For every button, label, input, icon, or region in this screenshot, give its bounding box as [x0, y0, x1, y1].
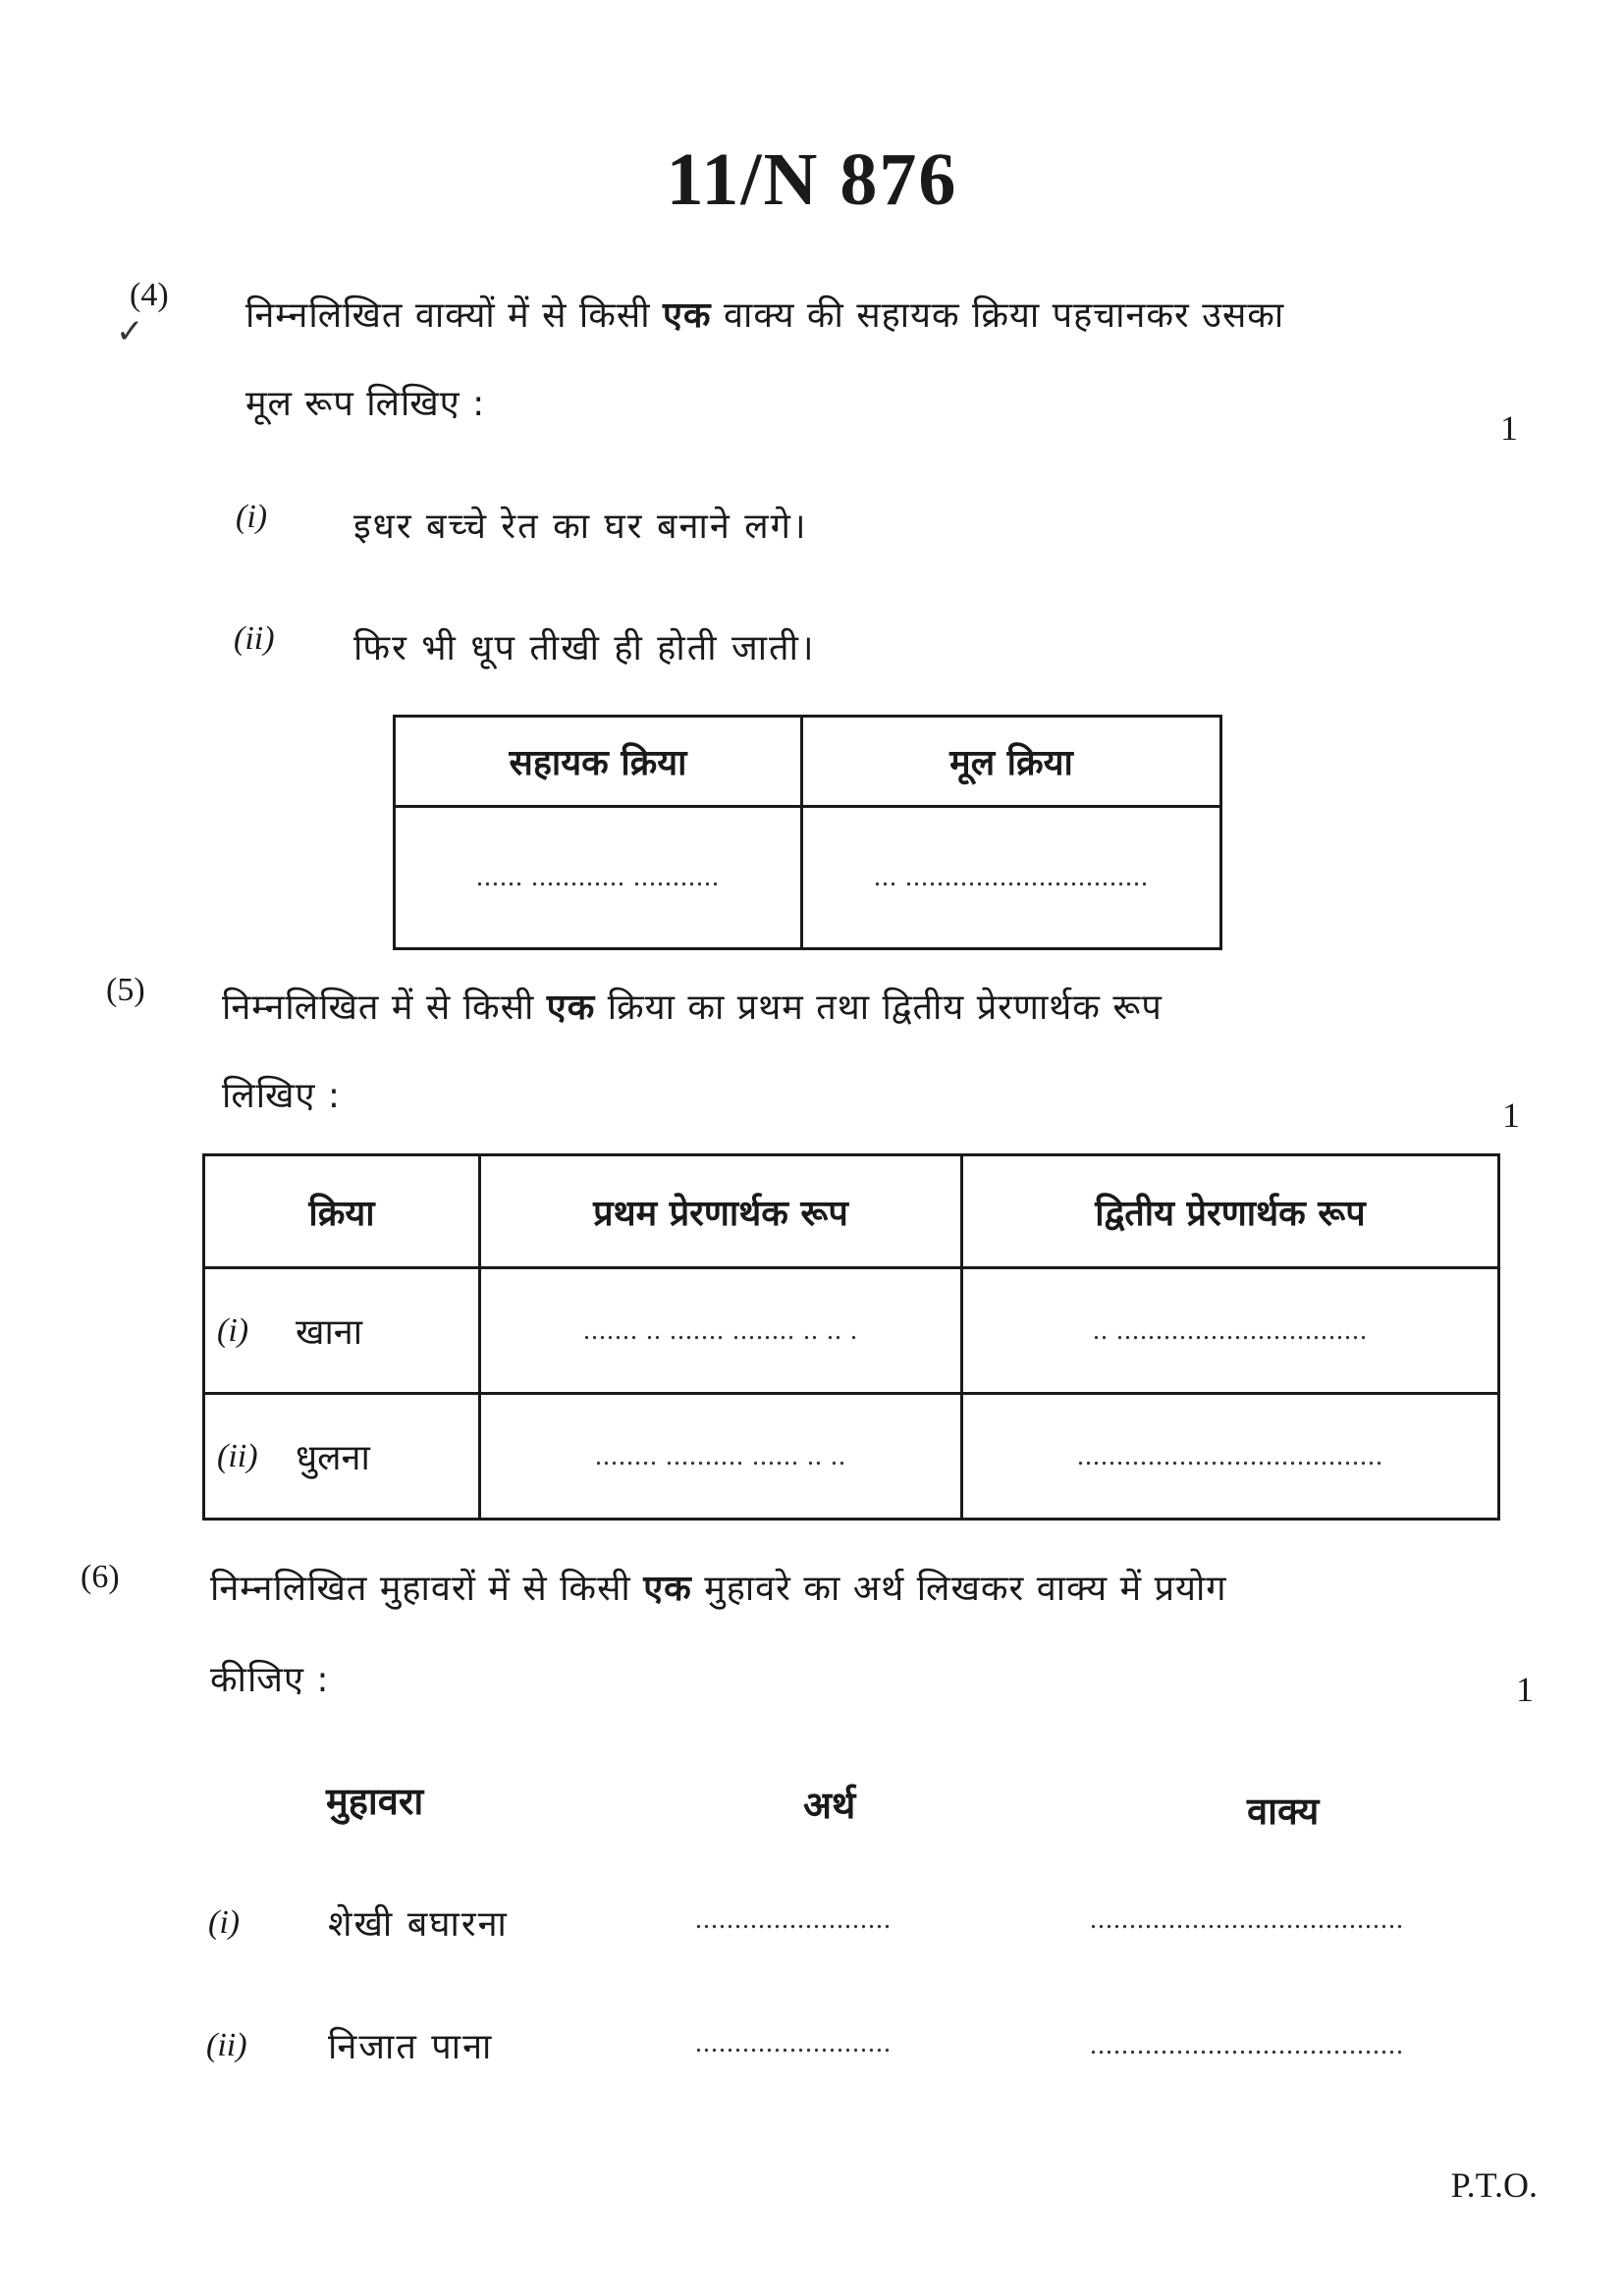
question-5-text-line2: लिखिए :	[222, 1076, 341, 1116]
q5-row-1-first: ....... .. ....... ........ .. .. .	[480, 1268, 962, 1394]
q4-item-2-sentence: फिर भी धूप तीखी ही होती जाती।	[353, 628, 816, 668]
q4-answer-table	[393, 715, 1222, 950]
q4-header-main-verb: मूल क्रिया	[802, 717, 1221, 807]
q6-row-1-idiom: शेखी बघारना	[328, 1904, 509, 1945]
q5-row-2-second: .......................................	[962, 1394, 1499, 1520]
paper-code: 11/N 876	[666, 138, 958, 221]
q4-header-auxiliary-verb: सहायक क्रिया	[395, 717, 802, 807]
q4-item-1-sentence: इधर बच्चे रेत का घर बनाने लगे।	[353, 507, 808, 547]
q5-row-1-verb: (i) खाना	[204, 1268, 480, 1394]
question-4-text-line2: मूल रूप लिखिए :	[245, 384, 486, 424]
question-5-number: (5)	[106, 972, 145, 1008]
question-6-marks: 1	[1516, 1670, 1534, 1709]
q5-row-2-first: ........ .......... ...... .. ..	[480, 1394, 962, 1520]
q6-row-2-idiom: निजात पाना	[328, 2027, 494, 2067]
q6-header-sentence: वाक्य	[1247, 1789, 1320, 1833]
q6-row-1-sentence-blank: ........................................	[1090, 1904, 1404, 1935]
q6-row-2-number: (ii)	[206, 2027, 247, 2063]
question-6-text-line2: कीजिए :	[210, 1660, 330, 1700]
question-5-text-line1: निम्नलिखित में से किसी एक क्रिया का प्रथम तथा द्वितीय प्रेरणार्थक रूप	[222, 988, 1163, 1028]
q6-header-idiom: मुहावरा	[326, 1780, 424, 1823]
q4-item-1-number: (i)	[236, 499, 268, 535]
page-turn-over-label: P.T.O.	[1450, 2165, 1538, 2205]
q6-row-2-meaning-blank: .........................	[695, 2028, 892, 2058]
q6-header-meaning: अर्थ	[803, 1784, 856, 1827]
q4-blank-auxiliary: ...... ............ ...........	[395, 807, 802, 949]
q5-answer-table	[202, 1153, 1500, 1521]
q6-row-1-number: (i)	[208, 1904, 241, 1941]
q4-item-2-number: (ii)	[234, 620, 275, 657]
question-4-marks: 1	[1500, 408, 1518, 448]
question-4-text-line1: निम्नलिखित वाक्यों में से किसी एक वाक्य की सहायक क्रिया पहचानकर उसका	[245, 295, 1285, 336]
question-6-number: (6)	[81, 1559, 120, 1595]
q5-header-verb: क्रिया	[204, 1155, 480, 1268]
q6-row-1-meaning-blank: .........................	[695, 1904, 892, 1935]
q5-header-first-causative: प्रथम प्रेरणार्थक रूप	[480, 1155, 962, 1268]
q5-row-2-verb: (ii) धुलना	[204, 1394, 480, 1520]
question-6-text-line1: निम्नलिखित मुहावरों में से किसी एक मुहावरे का अर्थ लिखकर वाक्य में प्रयोग	[210, 1569, 1227, 1609]
q5-row-1-second: .. ................................	[962, 1268, 1499, 1394]
q4-blank-main: ... ...............................	[802, 807, 1221, 949]
tick-mark-icon: ✓	[116, 312, 144, 351]
q6-row-2-sentence-blank: ........................................	[1090, 2030, 1404, 2060]
question-5-marks: 1	[1502, 1095, 1520, 1135]
question-4-number: (4)	[130, 277, 169, 313]
q5-header-second-causative: द्वितीय प्रेरणार्थक रूप	[962, 1155, 1499, 1268]
